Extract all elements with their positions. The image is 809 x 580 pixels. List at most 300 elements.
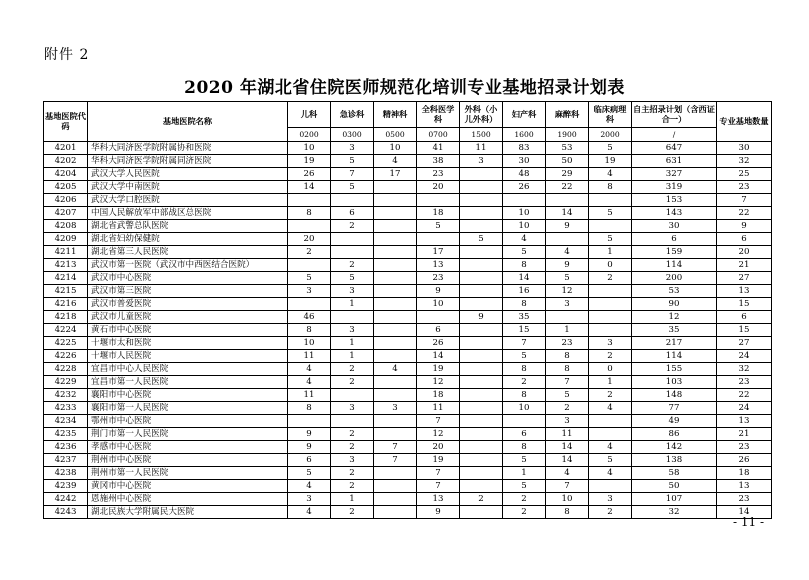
value-cell: 159 [632, 246, 717, 259]
value-cell: 3 [288, 493, 331, 506]
value-cell: 4 [589, 168, 632, 181]
value-cell: 7 [374, 454, 417, 467]
value-cell [374, 337, 417, 350]
value-cell: 1 [589, 376, 632, 389]
base-code-cell: 4205 [44, 181, 88, 194]
value-cell: 8 [503, 298, 546, 311]
value-cell [331, 311, 374, 324]
base-name-cell: 武汉市第三医院 [88, 285, 288, 298]
header-col-2: 精神科 [374, 102, 417, 128]
base-name-cell: 武汉大学口腔医院 [88, 194, 288, 207]
value-cell: 1 [331, 298, 374, 311]
value-cell [331, 246, 374, 259]
value-cell: 2 [331, 259, 374, 272]
value-cell [288, 298, 331, 311]
table-row [44, 259, 772, 272]
base-code-cell: 4237 [44, 454, 88, 467]
value-cell: 13 [717, 480, 772, 493]
value-cell: 27 [717, 337, 772, 350]
value-cell: 153 [632, 194, 717, 207]
value-cell: 9 [546, 259, 589, 272]
value-cell [460, 350, 503, 363]
value-cell: 8 [546, 506, 589, 519]
header-base-code: 基地医院代码 [44, 102, 88, 142]
value-cell: 38 [417, 155, 460, 168]
value-cell: 4 [288, 363, 331, 376]
value-cell: 50 [632, 480, 717, 493]
value-cell [589, 194, 632, 207]
value-cell: 9 [417, 285, 460, 298]
value-cell [460, 181, 503, 194]
value-cell [374, 207, 417, 220]
value-cell: 4 [288, 480, 331, 493]
base-name-cell: 宜昌市第一人民医院 [88, 376, 288, 389]
base-name-cell: 襄阳市中心医院 [88, 389, 288, 402]
value-cell: 5 [589, 207, 632, 220]
base-code-cell: 4209 [44, 233, 88, 246]
value-cell: 58 [632, 467, 717, 480]
base-code-cell: 4225 [44, 337, 88, 350]
value-cell [374, 298, 417, 311]
table-row [44, 402, 772, 415]
value-cell: 8 [288, 402, 331, 415]
value-cell: 86 [632, 428, 717, 441]
value-cell: 1 [503, 467, 546, 480]
attachment-label: 附件 2 [44, 47, 90, 63]
value-cell [460, 337, 503, 350]
value-cell [460, 259, 503, 272]
base-name-cell: 恩施州中心医院 [88, 493, 288, 506]
value-cell: 35 [632, 324, 717, 337]
value-cell: 10 [503, 207, 546, 220]
value-cell: 23 [717, 493, 772, 506]
value-cell: 23 [717, 181, 772, 194]
header-col-0: 儿科 [288, 102, 331, 128]
header-col-8: 自主招录计划（含西证合一） [632, 102, 717, 128]
base-code-cell: 4236 [44, 441, 88, 454]
value-cell: 7 [417, 467, 460, 480]
base-name-cell: 湖北民族大学附属民大医院 [88, 506, 288, 519]
value-cell: 14 [503, 272, 546, 285]
value-cell: 23 [417, 168, 460, 181]
value-cell: 14 [546, 454, 589, 467]
value-cell: 17 [374, 168, 417, 181]
value-cell: 14 [717, 506, 772, 519]
value-cell: 7 [417, 415, 460, 428]
header-col-3: 全科医学科 [417, 102, 460, 128]
value-cell [288, 220, 331, 233]
value-cell: 77 [632, 402, 717, 415]
value-cell: 0 [589, 259, 632, 272]
value-cell: 25 [717, 168, 772, 181]
value-cell: 1 [331, 337, 374, 350]
value-cell [460, 389, 503, 402]
value-cell: 24 [717, 402, 772, 415]
value-cell: 23 [717, 376, 772, 389]
table-row [44, 376, 772, 389]
value-cell [374, 272, 417, 285]
table-row [44, 363, 772, 376]
value-cell: 12 [546, 285, 589, 298]
value-cell: 3 [546, 298, 589, 311]
value-cell: 13 [417, 259, 460, 272]
value-cell: 90 [632, 298, 717, 311]
value-cell [331, 194, 374, 207]
table-row [44, 181, 772, 194]
value-cell: 3 [331, 402, 374, 415]
table-row [44, 142, 772, 155]
value-cell [460, 194, 503, 207]
value-cell: 6 [717, 311, 772, 324]
value-cell: 21 [717, 428, 772, 441]
value-cell: 17 [417, 246, 460, 259]
base-code-cell: 4243 [44, 506, 88, 519]
base-code-cell: 4224 [44, 324, 88, 337]
table-row [44, 298, 772, 311]
value-cell: 12 [417, 376, 460, 389]
header-code-6: 1900 [546, 128, 589, 142]
value-cell: 4 [589, 441, 632, 454]
value-cell: 138 [632, 454, 717, 467]
value-cell [460, 168, 503, 181]
value-cell: 3 [288, 285, 331, 298]
value-cell: 7 [546, 480, 589, 493]
header-col-5: 妇产科 [503, 102, 546, 128]
table-row [44, 480, 772, 493]
value-cell: 9 [417, 506, 460, 519]
table-row [44, 324, 772, 337]
value-cell [374, 324, 417, 337]
value-cell: 5 [503, 454, 546, 467]
value-cell [460, 272, 503, 285]
value-cell [460, 285, 503, 298]
value-cell: 50 [546, 155, 589, 168]
value-cell: 2 [503, 506, 546, 519]
value-cell: 1 [331, 493, 374, 506]
value-cell: 22 [717, 207, 772, 220]
value-cell [331, 415, 374, 428]
value-cell: 12 [417, 428, 460, 441]
value-cell: 13 [717, 285, 772, 298]
value-cell: 5 [460, 233, 503, 246]
table-row [44, 389, 772, 402]
value-cell [460, 454, 503, 467]
value-cell: 2 [589, 350, 632, 363]
value-cell: 114 [632, 259, 717, 272]
value-cell: 2 [288, 246, 331, 259]
value-cell: 15 [503, 324, 546, 337]
base-code-cell: 4234 [44, 415, 88, 428]
value-cell [374, 233, 417, 246]
value-cell: 155 [632, 363, 717, 376]
value-cell: 3 [589, 337, 632, 350]
table-row [44, 506, 772, 519]
header-col-7: 临床病理科 [589, 102, 632, 128]
value-cell: 217 [632, 337, 717, 350]
value-cell: 2 [331, 376, 374, 389]
value-cell: 10 [546, 493, 589, 506]
value-cell: 143 [632, 207, 717, 220]
value-cell: 7 [374, 441, 417, 454]
value-cell [331, 389, 374, 402]
value-cell: 8 [503, 363, 546, 376]
value-cell: 107 [632, 493, 717, 506]
header-code-4: 1500 [460, 128, 503, 142]
value-cell: 7 [546, 376, 589, 389]
value-cell: 12 [632, 311, 717, 324]
value-cell: 8 [503, 389, 546, 402]
value-cell: 8 [503, 441, 546, 454]
value-cell: 7 [503, 337, 546, 350]
value-cell: 2 [331, 363, 374, 376]
base-name-cell: 荆州市中心医院 [88, 454, 288, 467]
value-cell: 32 [717, 363, 772, 376]
value-cell: 4 [288, 376, 331, 389]
value-cell: 9 [546, 220, 589, 233]
table-row [44, 337, 772, 350]
value-cell: 5 [331, 155, 374, 168]
table-row [44, 168, 772, 181]
value-cell: 83 [503, 142, 546, 155]
value-cell: 22 [717, 389, 772, 402]
base-code-cell: 4201 [44, 142, 88, 155]
value-cell [417, 311, 460, 324]
value-cell [546, 194, 589, 207]
header-code-8: / [632, 128, 717, 142]
value-cell: 3 [331, 324, 374, 337]
value-cell: 3 [589, 493, 632, 506]
value-cell: 11 [460, 142, 503, 155]
value-cell [460, 376, 503, 389]
header-code-2: 0500 [374, 128, 417, 142]
value-cell: 7 [417, 480, 460, 493]
value-cell [374, 194, 417, 207]
header-base-name: 基地医院名称 [88, 102, 288, 142]
value-cell: 2 [589, 389, 632, 402]
value-cell [460, 363, 503, 376]
value-cell: 3 [460, 155, 503, 168]
value-cell: 114 [632, 350, 717, 363]
value-cell: 26 [288, 168, 331, 181]
value-cell: 2 [503, 376, 546, 389]
value-cell: 9 [288, 428, 331, 441]
value-cell [589, 480, 632, 493]
value-cell: 142 [632, 441, 717, 454]
header-col-9: 专业基地数量 [717, 102, 772, 142]
value-cell: 2 [331, 220, 374, 233]
value-cell [589, 324, 632, 337]
value-cell: 13 [417, 493, 460, 506]
value-cell [374, 350, 417, 363]
value-cell: 9 [288, 441, 331, 454]
value-cell: 5 [546, 272, 589, 285]
table-row [44, 454, 772, 467]
value-cell: 2 [331, 467, 374, 480]
value-cell: 23 [417, 272, 460, 285]
value-cell: 30 [503, 155, 546, 168]
value-cell: 30 [717, 142, 772, 155]
value-cell: 8 [589, 181, 632, 194]
base-code-cell: 4233 [44, 402, 88, 415]
value-cell [460, 246, 503, 259]
value-cell [288, 415, 331, 428]
value-cell: 9 [460, 311, 503, 324]
value-cell [374, 415, 417, 428]
value-cell: 14 [417, 350, 460, 363]
value-cell: 5 [589, 233, 632, 246]
value-cell: 1 [331, 350, 374, 363]
value-cell: 1 [546, 324, 589, 337]
value-cell: 4 [503, 233, 546, 246]
value-cell: 8 [288, 324, 331, 337]
base-name-cell: 鄂州市中心医院 [88, 415, 288, 428]
value-cell: 53 [632, 285, 717, 298]
value-cell [503, 415, 546, 428]
base-name-cell: 湖北省武警总队医院 [88, 220, 288, 233]
base-code-cell: 4207 [44, 207, 88, 220]
value-cell: 1 [589, 246, 632, 259]
value-cell: 30 [632, 220, 717, 233]
base-name-cell: 孝感市中心医院 [88, 441, 288, 454]
base-code-cell: 4213 [44, 259, 88, 272]
value-cell: 21 [717, 259, 772, 272]
value-cell [417, 194, 460, 207]
header-code-0: 0200 [288, 128, 331, 142]
value-cell [374, 376, 417, 389]
value-cell: 200 [632, 272, 717, 285]
value-cell: 13 [717, 415, 772, 428]
base-code-cell: 4202 [44, 155, 88, 168]
value-cell: 24 [717, 350, 772, 363]
value-cell [460, 480, 503, 493]
value-cell [374, 311, 417, 324]
value-cell: 7 [717, 194, 772, 207]
value-cell: 18 [417, 389, 460, 402]
value-cell [374, 285, 417, 298]
value-cell [460, 441, 503, 454]
base-code-cell: 4216 [44, 298, 88, 311]
value-cell: 4 [589, 402, 632, 415]
base-name-cell: 武汉大学人民医院 [88, 168, 288, 181]
value-cell: 319 [632, 181, 717, 194]
value-cell [374, 220, 417, 233]
base-code-cell: 4215 [44, 285, 88, 298]
value-cell: 32 [717, 155, 772, 168]
value-cell: 5 [417, 220, 460, 233]
value-cell: 14 [546, 441, 589, 454]
base-name-cell: 武汉大学中南医院 [88, 181, 288, 194]
base-code-cell: 4235 [44, 428, 88, 441]
table-row [44, 428, 772, 441]
value-cell [374, 467, 417, 480]
base-name-cell: 襄阳市第一人民医院 [88, 402, 288, 415]
value-cell: 48 [503, 168, 546, 181]
table-row [44, 467, 772, 480]
value-cell: 11 [417, 402, 460, 415]
base-name-cell: 中国人民解放军中部战区总医院 [88, 207, 288, 220]
base-code-cell: 4229 [44, 376, 88, 389]
value-cell: 9 [717, 220, 772, 233]
value-cell: 6 [417, 324, 460, 337]
value-cell [374, 181, 417, 194]
page-number: - 11 - [733, 515, 765, 529]
value-cell: 4 [546, 246, 589, 259]
value-cell: 3 [331, 454, 374, 467]
table-row [44, 493, 772, 506]
value-cell: 5 [288, 272, 331, 285]
header-code-7: 2000 [589, 128, 632, 142]
base-name-cell: 武汉市儿童医院 [88, 311, 288, 324]
value-cell: 6 [331, 207, 374, 220]
value-cell: 2 [331, 428, 374, 441]
base-code-cell: 4218 [44, 311, 88, 324]
value-cell: 10 [503, 402, 546, 415]
value-cell [589, 311, 632, 324]
value-cell: 5 [503, 246, 546, 259]
page-title: 2020 年湖北省住院医师规范化培训专业基地招录计划表 [184, 78, 625, 98]
value-cell: 15 [717, 324, 772, 337]
value-cell: 10 [417, 298, 460, 311]
value-cell: 5 [331, 181, 374, 194]
value-cell: 5 [503, 350, 546, 363]
value-cell: 19 [589, 155, 632, 168]
value-cell: 5 [503, 480, 546, 493]
table-row [44, 207, 772, 220]
base-code-cell: 4242 [44, 493, 88, 506]
base-name-cell: 湖北省第三人民医院 [88, 246, 288, 259]
value-cell: 5 [546, 389, 589, 402]
value-cell: 4 [288, 506, 331, 519]
value-cell: 14 [288, 181, 331, 194]
value-cell: 148 [632, 389, 717, 402]
value-cell: 5 [331, 272, 374, 285]
value-cell [374, 480, 417, 493]
value-cell: 32 [632, 506, 717, 519]
value-cell: 6 [288, 454, 331, 467]
base-code-cell: 4208 [44, 220, 88, 233]
value-cell: 26 [417, 337, 460, 350]
value-cell: 647 [632, 142, 717, 155]
value-cell [546, 233, 589, 246]
base-name-cell: 荆州市第一人民医院 [88, 467, 288, 480]
value-cell: 2 [546, 402, 589, 415]
value-cell: 103 [632, 376, 717, 389]
value-cell: 27 [717, 272, 772, 285]
value-cell [460, 506, 503, 519]
table-row [44, 246, 772, 259]
value-cell [589, 428, 632, 441]
value-cell: 10 [288, 337, 331, 350]
table-row [44, 233, 772, 246]
value-cell: 2 [331, 441, 374, 454]
header-col-1: 急诊科 [331, 102, 374, 128]
value-cell: 6 [632, 233, 717, 246]
value-cell: 4 [374, 155, 417, 168]
value-cell: 327 [632, 168, 717, 181]
value-cell: 22 [546, 181, 589, 194]
value-cell: 14 [546, 207, 589, 220]
value-cell: 4 [374, 363, 417, 376]
value-cell: 2 [460, 493, 503, 506]
value-cell: 10 [288, 142, 331, 155]
base-code-cell: 4228 [44, 363, 88, 376]
value-cell: 11 [288, 389, 331, 402]
table-row [44, 272, 772, 285]
base-name-cell: 十堰市人民医院 [88, 350, 288, 363]
value-cell [460, 402, 503, 415]
value-cell: 2 [589, 506, 632, 519]
table-row [44, 220, 772, 233]
